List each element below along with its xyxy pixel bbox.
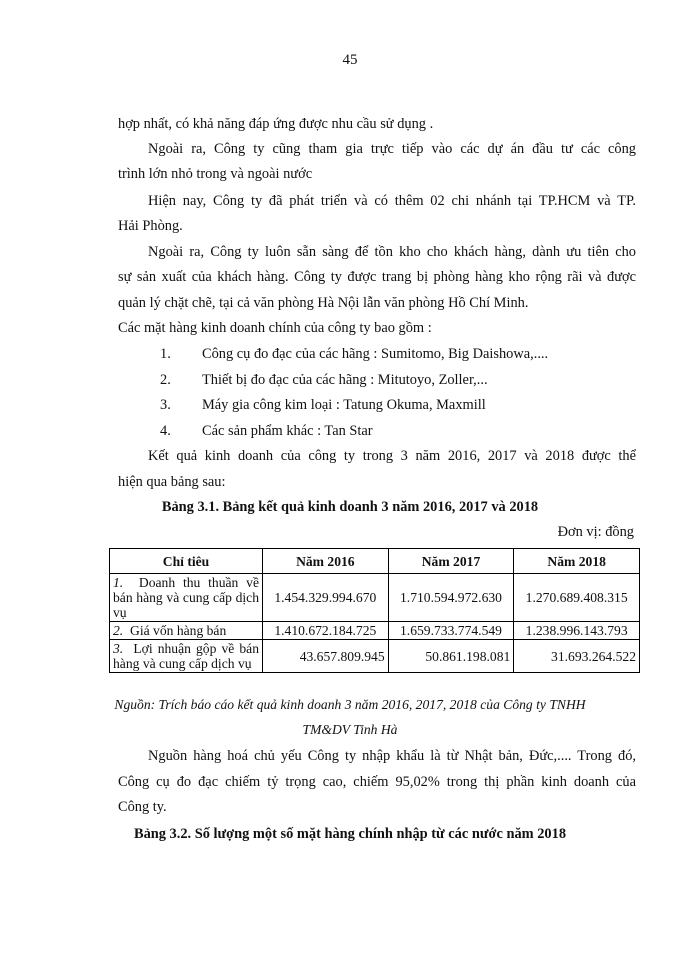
header-cell: Năm 2018 (514, 549, 640, 574)
table-source: TM&DV Tinh Hà (302, 722, 398, 737)
table-unit: Đơn vị: đồng (557, 524, 634, 540)
value-cell: 1.270.689.408.315 (514, 574, 640, 622)
list-text: Máy gia công kim loại : Tatung Okuma, Maxmill (202, 397, 486, 413)
row-number: 2. (113, 623, 124, 638)
list-number: 4. (160, 423, 171, 439)
results-table (109, 548, 640, 673)
paragraph-line: Các mặt hàng kinh doanh chính của công ty bao gồm : (118, 320, 432, 336)
row-label (110, 574, 263, 622)
list-text: Công cụ đo đạc của các hãng : Sumitomo, Big Daishowa,.... (202, 346, 549, 362)
paragraph-line: trình lớn nhỏ trong và ngoài nước (118, 166, 313, 182)
list-number: 2. (160, 372, 171, 388)
row-label-text: Giá vốn hàng bán (130, 623, 227, 638)
paragraph-line: sự sản xuất của khách hàng. Công ty được trang bị phòng hàng kho rộng rãi và được (118, 269, 636, 285)
table-row (110, 640, 640, 673)
value-cell: 1.238.996.143.793 (514, 622, 640, 640)
paragraph-line: Công cụ đo đạc chiếm tỷ trọng cao, chiếm 95,02% trong thị phần kinh doanh của (118, 774, 636, 790)
paragraph-line: hiện qua bảng sau: (118, 474, 226, 490)
table-caption: Bảng 3.2. Số lượng một số mặt hàng chính nhập từ các nước năm 2018 (133, 826, 567, 842)
row-number: 3. (113, 641, 124, 656)
header-cell: Chỉ tiêu (110, 549, 263, 574)
paragraph-line: Hiện nay, Công ty đã phát triển và có thêm 02 chi nhánh tại TP.HCM và TP. (148, 193, 636, 209)
paragraph-line: Ngoài ra, Công ty cũng tham gia trực tiếp vào các dự án đầu tư các công (148, 141, 636, 157)
value-cell: 1.454.329.994.670 (263, 574, 389, 622)
paragraph-line: Nguồn hàng hoá chủ yếu Công ty nhập khẩu là từ Nhật bản, Đức,.... Trong đó, (148, 748, 636, 764)
list-number: 3. (160, 397, 171, 413)
list-number: 1. (160, 346, 171, 362)
value-cell: 1.659.733.774.549 (388, 622, 514, 640)
page-number: 45 (342, 52, 358, 68)
row-number: 1. (113, 575, 124, 590)
row-label (110, 640, 263, 673)
table-row (110, 622, 640, 640)
list-text: Các sản phẩm khác : Tan Star (202, 423, 373, 439)
value-cell: 31.693.264.522 (514, 640, 640, 673)
value-cell: 43.657.809.945 (263, 640, 389, 673)
table-caption: Bảng 3.1. Bảng kết quả kinh doanh 3 năm 2016, 2017 và 2018 (161, 499, 539, 515)
row-label (110, 622, 263, 640)
paragraph-line: Ngoài ra, Công ty luôn sẵn sàng để tồn kho cho khách hàng, dành ưu tiên cho (148, 244, 636, 260)
paragraph-line: Công ty. (118, 799, 167, 815)
paragraph-line: Hải Phòng. (118, 218, 183, 234)
table-row (110, 574, 640, 622)
row-label-text: Doanh thu thuần về bán hàng và cung cấp dịch vụ (113, 575, 260, 620)
paragraph-line: quản lý chặt chẽ, tại cả văn phòng Hà Nội lẫn văn phòng Hồ Chí Minh. (118, 295, 529, 311)
value-cell: 50.861.198.081 (388, 640, 514, 673)
header-cell: Năm 2016 (263, 549, 389, 574)
value-cell: 1.710.594.972.630 (388, 574, 514, 622)
header-cell: Năm 2017 (388, 549, 514, 574)
row-label-text: Lợi nhuận gộp về bán hàng và cung cấp dịch vụ (113, 641, 259, 671)
paragraph-line: Kết quả kinh doanh của công ty trong 3 năm 2016, 2017 và 2018 được thể (148, 448, 636, 464)
table-header-row (110, 549, 640, 574)
table-source: Nguồn: Trích báo cáo kết quả kinh doanh 3 năm 2016, 2017, 2018 của Công ty TNHH (114, 697, 586, 712)
paragraph-line: hợp nhất, có khả năng đáp ứng được nhu cầu sử dụng . (118, 116, 434, 132)
value-cell: 1.410.672.184.725 (263, 622, 389, 640)
list-text: Thiết bị đo đạc của các hãng : Mitutoyo, Zoller,... (202, 372, 488, 388)
